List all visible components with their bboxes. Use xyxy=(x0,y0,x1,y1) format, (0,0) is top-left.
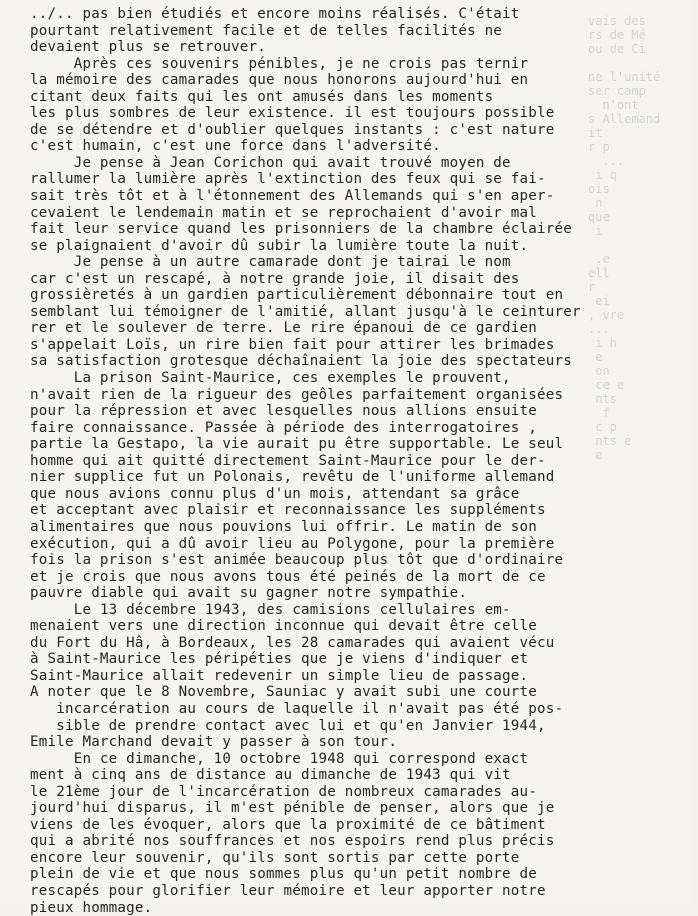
text-line: les plus sombres de leur existence. il est toujours possible xyxy=(30,105,555,122)
text-line: En ce dimanche, 10 octobre 1948 qui correspond exact xyxy=(30,750,529,767)
text-line: rescapés pour glorifier leur mémoire et leur apporter notre xyxy=(30,882,546,899)
text-line: alimentaires que nous pouvions lui offrir. Le matin de son xyxy=(30,518,538,535)
text-line: encore leur souvenir, qu'ils sont sortis par cette porte xyxy=(30,849,520,866)
text-line: Saint-Maurice allait redevenir un simple lieu de passage. xyxy=(30,667,529,684)
text-line: sa satisfaction grotesque déchaînaient la joie des spectateurs xyxy=(30,353,572,370)
text-line: Je pense à Jean Corichon qui avait trouvé moyen de xyxy=(30,154,511,171)
text-line: jourd'hui disparus, il m'est pénible de penser, alors que je xyxy=(30,800,555,817)
text-line: Je pense à un autre camarade dont je tairai le nom xyxy=(30,254,511,271)
text-line: et je crois que nous avons tous été peinés de la mort de ce xyxy=(30,568,546,585)
text-line: Le 13 décembre 1943, des camisions cellulaires em- xyxy=(30,601,511,618)
text-line: ment à cinq ans de distance au dimanche de 1943 qui vit xyxy=(30,767,511,784)
text-line: fois la prison s'est animée beaucoup plus tôt que d'ordinaire xyxy=(30,552,564,569)
text-line: de se détendre et d'oublier quelques instants : c'est nature xyxy=(30,121,555,138)
text-line: n'avait rien de la rigueur des geôles parfaitement organisées xyxy=(30,386,564,403)
text-line: pourtant relativement facile et de telles facilités ne xyxy=(30,22,503,39)
text-line: ../.. pas bien étudiés et encore moins réalisés. C'était xyxy=(30,6,520,22)
show-through-text: vais des rs de Mé ou de Ci ne l'unité ser camp n'ont s Allemand it r p ... i q ois n que i .e ell r ei , vre ... i h e on ce e nts f c p nts e e xyxy=(588,14,661,462)
text-line: et acceptant avec plaisir et reconnaissance les suppléments xyxy=(30,502,546,519)
text-line: rer et le soulever de terre. Le rire épanoui de ce gardien xyxy=(30,320,538,337)
text-line: sait très tôt et à l'étonnement des Allemands qui s'en aper- xyxy=(30,188,555,205)
text-line: homme qui ait quitté directement Saint-Maurice pour le der- xyxy=(30,452,546,469)
text-line: pieux hommage. xyxy=(30,899,153,916)
text-line: sible de prendre contact avec lui et qu'en Janvier 1944, xyxy=(30,717,546,734)
text-line: cevaient le lendemain matin et se reprochaient d'avoir mal xyxy=(30,204,538,221)
text-line: pour la répression et avec lesquelles nous allions ensuite xyxy=(30,403,538,420)
text-line: s'appelait Loïs, un rire bien fait pour attirer les brimades xyxy=(30,336,555,353)
text-line: se plaignaient d'avoir dû subir la lumière toute la nuit. xyxy=(30,237,529,254)
text-line: semblant lui témoigner de l'amitié, allant jusqu'à le ceinturer xyxy=(30,303,581,320)
text-line: A noter que le 8 Novembre, Sauniac y avait subi une courte xyxy=(30,684,538,701)
text-line: qui a abrité nos souffrances et nos espoirs rend plus précis xyxy=(30,833,555,850)
text-line: La prison Saint-Maurice, ces exemples le prouvent, xyxy=(30,370,511,387)
text-line: que nous avions connu plus d'un mois, attendant sa grâce xyxy=(30,485,520,502)
text-line: du Fort du Hâ, à Bordeaux, les 28 camarades qui avaient vécu xyxy=(30,634,555,651)
text-line: menaient vers une direction inconnue qui devait être celle xyxy=(30,618,538,635)
text-line: fait leur service quand les prisonniers de la chambre éclairée xyxy=(30,221,572,238)
text-line: incarcération au cours de laquelle il n'avait pas été pos- xyxy=(30,700,564,717)
text-line: le 21ème jour de l'incarcération de nombreux camarades au- xyxy=(30,783,538,800)
text-line: nier supplice fut un Polonais, revêtu de l'uniforme allemand xyxy=(30,469,555,486)
text-line: viens de les évoquer, alors que la proximité de ce bâtiment xyxy=(30,816,546,833)
text-line: pauvre diable qui avait su gagner notre sympathie. xyxy=(30,585,468,602)
text-line: plein de vie et que nous sommes plus qu'un petit nombre de xyxy=(30,866,538,883)
text-line: Emile Marchand devait y passer à son tour. xyxy=(30,734,398,751)
text-line: exécution, qui a dû avoir lieu au Polygone, pour la première xyxy=(30,535,555,552)
text-line: à Saint-Maurice les péripéties que je viens d'indiquer et xyxy=(30,651,529,668)
text-line: la mémoire des camarades que nous honorons aujourd'hui en xyxy=(30,72,529,89)
typewritten-text xyxy=(30,6,670,916)
text-line: rallumer la lumière après l'extinction des feux qui se fai- xyxy=(30,171,546,188)
text-line: Après ces souvenirs pénibles, je ne crois pas ternir xyxy=(30,55,529,72)
text-line: car c'est un rescapé, à notre grande joie, il disait des xyxy=(30,270,520,287)
text-line: grossièretés à un gardien particulièrement débonnaire tout en xyxy=(30,287,564,304)
text-line: devaient plus se retrouver. xyxy=(30,39,267,56)
text-line: faire connaissance. Passée à période des interrogatoires , xyxy=(30,419,538,436)
text-line: partie la Gestapo, la vie aurait pu être supportable. Le seul xyxy=(30,436,564,453)
text-line: citant deux faits qui les ont amusés dans les moments xyxy=(30,88,494,105)
text-line: c'est humain, c'est une force dans l'adversité. xyxy=(30,138,441,155)
